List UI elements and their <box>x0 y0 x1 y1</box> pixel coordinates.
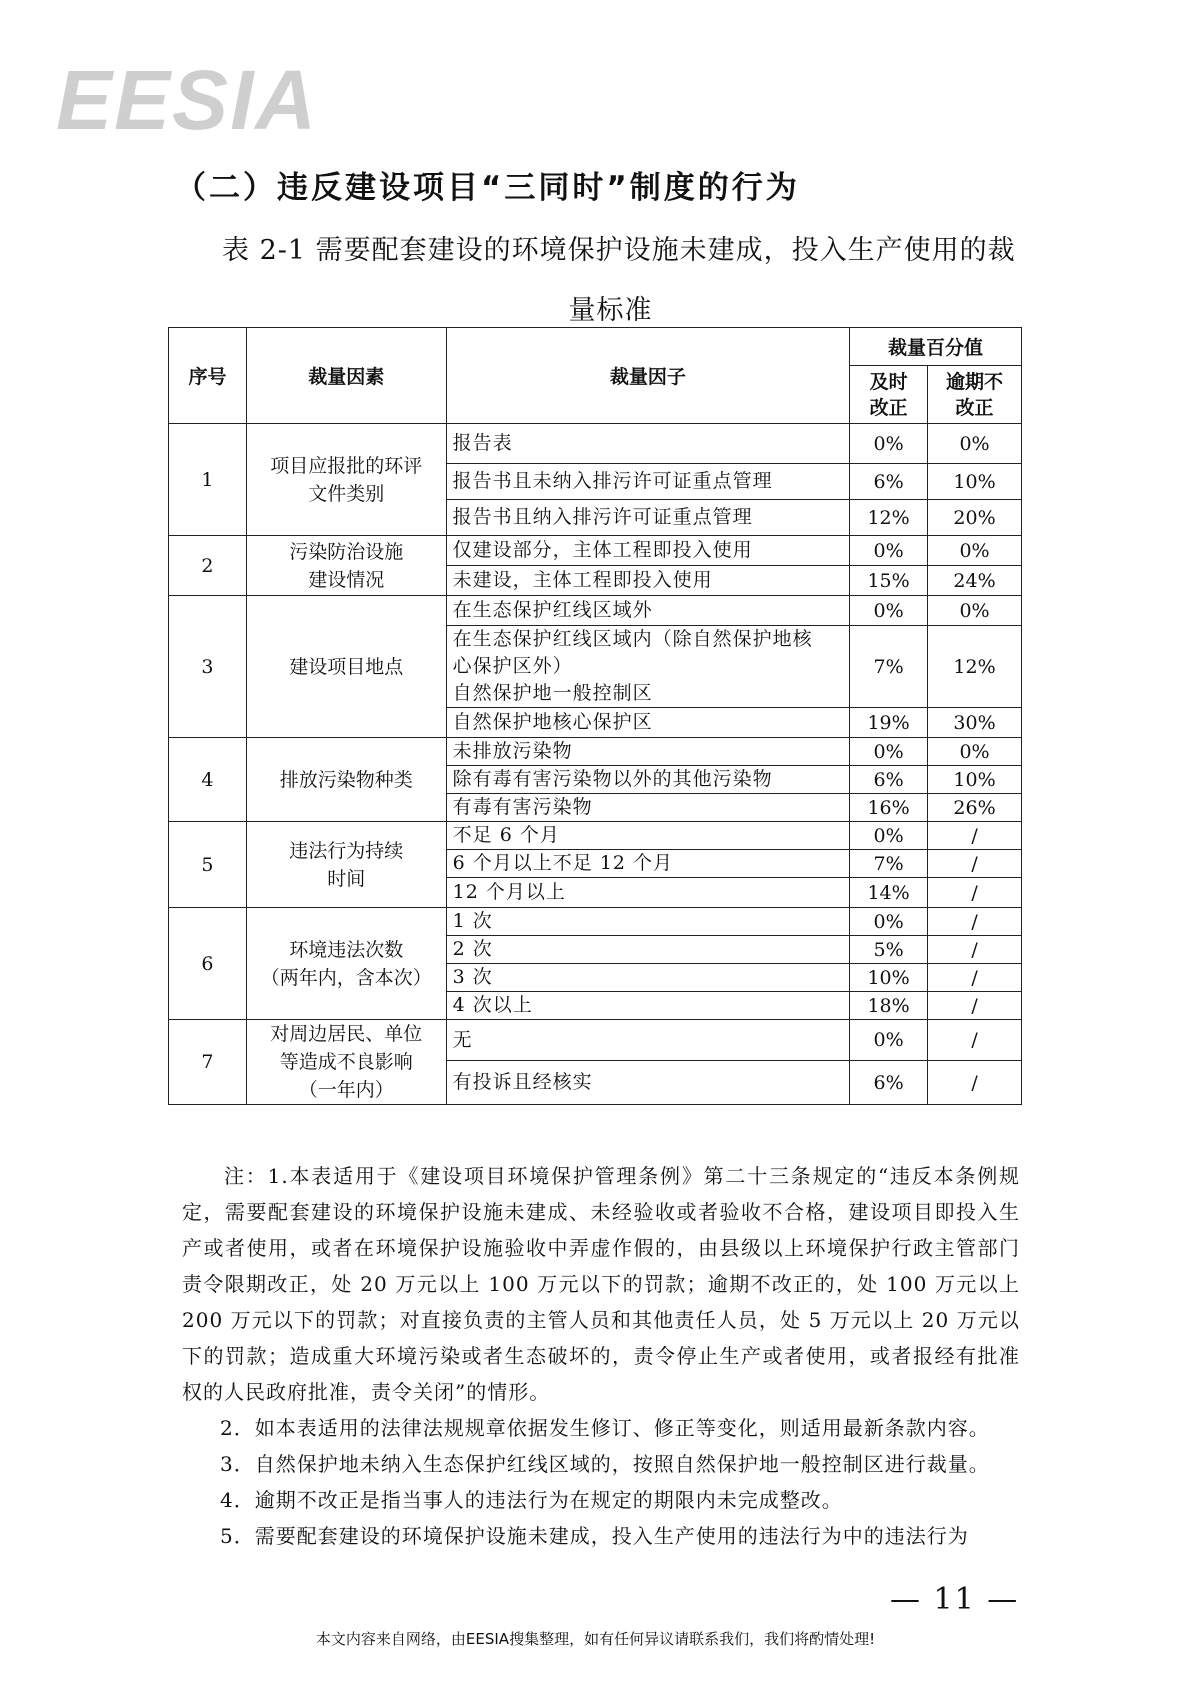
overdue-percent: / <box>928 964 1022 992</box>
sub-factor-cell <box>446 596 849 626</box>
header-overdue-line1: 逾期不 <box>946 370 1004 393</box>
row-number: 2 <box>169 536 247 596</box>
table-row <box>169 536 1022 566</box>
sub-factor-line: 1 次 <box>452 910 493 932</box>
sub-factor-line: 12 个月以上 <box>452 881 566 903</box>
overdue-percent: / <box>928 1020 1022 1061</box>
sub-factor-line: 报告表 <box>452 432 513 454</box>
footer-disclaimer: 本文内容来自网络，由EESIA搜集整理，如有任何异议请联系我们，我们将酌情处理! <box>315 1630 876 1648</box>
factor-cell <box>246 424 446 536</box>
timely-percent: 0% <box>850 596 928 626</box>
row-number: 6 <box>169 908 247 1020</box>
sub-factor-cell <box>446 738 849 766</box>
factor-line: 污染防治设施 <box>289 540 404 563</box>
sub-factor-line: 在生态保护红线区域内（除自然保护地核 <box>452 628 813 650</box>
row-number: 7 <box>169 1020 247 1105</box>
overdue-percent: 0% <box>928 596 1022 626</box>
timely-percent: 0% <box>850 908 928 936</box>
timely-percent: 10% <box>850 964 928 992</box>
timely-percent: 14% <box>850 878 928 908</box>
sub-factor-cell <box>446 766 849 794</box>
sub-factor-cell <box>446 878 849 908</box>
sub-factor-cell <box>446 992 849 1020</box>
sub-factor-cell <box>446 464 849 500</box>
sub-factor-line: 自然保护地核心保护区 <box>452 711 653 733</box>
timely-percent: 7% <box>850 850 928 878</box>
sub-factor-line: 报告书且未纳入排污许可证重点管理 <box>452 470 773 492</box>
sub-factor-line: 除有毒有害污染物以外的其他污染物 <box>452 768 773 790</box>
factor-cell <box>246 536 446 596</box>
sub-factor-cell <box>446 1020 849 1061</box>
header-factor: 裁量因素 <box>246 328 446 424</box>
timely-percent: 0% <box>850 822 928 850</box>
factor-line: 建设情况 <box>308 568 385 591</box>
note-4: 4．逾期不改正是指当事人的违法行为在规定的期限内未完成整改。 <box>220 1488 843 1512</box>
table-row <box>169 738 1022 766</box>
overdue-percent: 10% <box>928 464 1022 500</box>
notes <box>182 1158 1020 1554</box>
factor-cell <box>246 822 446 908</box>
row-number: 3 <box>169 596 247 738</box>
sub-factor-cell <box>446 424 849 464</box>
factor-cell <box>246 908 446 1020</box>
factor-cell <box>246 1020 446 1105</box>
sub-factor-line: 4 次以上 <box>452 994 533 1016</box>
header-overdue-line2: 改正 <box>955 396 994 419</box>
table-row <box>169 1020 1022 1061</box>
sub-factor-line: 6 个月以上不足 12 个月 <box>452 852 674 874</box>
note-2: 2．如本表适用的法律法规规章依据发生修订、修正等变化，则适用最新条款内容。 <box>220 1416 990 1440</box>
sub-factor-line: 2 次 <box>452 938 493 960</box>
table-body <box>169 424 1022 1105</box>
sub-factor-cell <box>446 1061 849 1105</box>
timely-percent: 7% <box>850 626 928 708</box>
overdue-percent: 0% <box>928 424 1022 464</box>
table-caption-line2: 量标准 <box>568 295 653 326</box>
timely-percent: 5% <box>850 936 928 964</box>
sub-factor-cell <box>446 908 849 936</box>
header-sub-factor: 裁量因子 <box>446 328 849 424</box>
sub-factor-cell <box>446 850 849 878</box>
sub-factor-line: 报告书且纳入排污许可证重点管理 <box>452 506 753 528</box>
sub-factor-cell <box>446 936 849 964</box>
factor-line: 排放污染物种类 <box>279 768 413 791</box>
factor-cell <box>246 738 446 822</box>
header-no: 序号 <box>169 328 247 424</box>
overdue-percent: 24% <box>928 566 1022 596</box>
row-number: 5 <box>169 822 247 908</box>
sub-factor-line: 心保护区外） <box>452 655 573 677</box>
factor-cell <box>246 596 446 738</box>
overdue-percent: / <box>928 936 1022 964</box>
sub-factor-line: 在生态保护红线区域外 <box>452 599 653 621</box>
note-5: 5．需要配套建设的环境保护设施未建成，投入生产使用的违法行为中的违法行为 <box>220 1524 969 1548</box>
factor-line: 违法行为持续 <box>289 839 404 862</box>
factor-line: 等造成不良影响 <box>279 1051 413 1073</box>
header-timely <box>850 366 928 424</box>
sub-factor-cell <box>446 794 849 822</box>
section-heading: （二）违反建设项目“三同时”制度的行为 <box>175 170 800 206</box>
table-row <box>169 822 1022 850</box>
header-percent: 裁量百分值 <box>850 328 1022 366</box>
timely-percent: 0% <box>850 738 928 766</box>
timely-percent: 6% <box>850 766 928 794</box>
penalty-table <box>168 327 1022 1105</box>
timely-percent: 0% <box>850 424 928 464</box>
overdue-percent: / <box>928 908 1022 936</box>
sub-factor-cell <box>446 536 849 566</box>
sub-factor-line: 自然保护地一般控制区 <box>452 682 653 704</box>
overdue-percent: 10% <box>928 766 1022 794</box>
row-number: 1 <box>169 424 247 536</box>
factor-line: 环境违法次数 <box>289 938 404 961</box>
table-header <box>169 328 1022 424</box>
sub-factor-cell <box>446 964 849 992</box>
timely-percent: 0% <box>850 1020 928 1061</box>
overdue-percent: / <box>928 878 1022 908</box>
factor-line: 项目应报批的环评 <box>270 454 423 477</box>
sub-factor-line: 无 <box>452 1028 473 1051</box>
factor-line: （两年内，含本次） <box>260 966 432 989</box>
sub-factor-line: 仅建设部分，主体工程即投入使用 <box>452 539 753 561</box>
page-number: — 11 — <box>890 1582 1020 1617</box>
factor-line: 建设项目地点 <box>289 655 404 678</box>
overdue-percent: 12% <box>928 626 1022 708</box>
row-number: 4 <box>169 738 247 822</box>
factor-line: 文件类别 <box>308 482 385 505</box>
timely-percent: 6% <box>850 1061 928 1105</box>
overdue-percent: / <box>928 822 1022 850</box>
factor-line: （一年内） <box>298 1079 394 1101</box>
overdue-percent: 20% <box>928 500 1022 536</box>
timely-percent: 15% <box>850 566 928 596</box>
overdue-percent: 0% <box>928 536 1022 566</box>
sub-factor-line: 有投诉且经核实 <box>452 1071 593 1094</box>
eesia-logo: EESIA <box>56 53 319 147</box>
overdue-percent: / <box>928 992 1022 1020</box>
overdue-percent: / <box>928 1061 1022 1105</box>
table-row <box>169 908 1022 936</box>
timely-percent: 18% <box>850 992 928 1020</box>
timely-percent: 16% <box>850 794 928 822</box>
timely-percent: 19% <box>850 708 928 738</box>
note-1: 注：1.本表适用于《建设项目环境保护管理条例》第二十三条规定的“违反本条例规定，需要配套建设的环境保护设施未建成、未经验收或者验收不合格，建设项目即投入生产或者使用，或者在环境保护设施验收中弄虚作假的，由县级以上环境保护行政主管部门责令限期改正，处 20 万元以上 100 万元以下的罚款；逾期不改正的，处 100 万元以上 200 万元以下的罚款；对直接负责的主管人员和其他责任人员，处 5 万元以上 20 万元以下的罚款；造成重大环境污染或者生态破坏的，责令停止生产或者使用，或者报经有批准权的人民政府批准，责令关闭”的情形。 <box>182 1164 1020 1404</box>
sub-factor-cell <box>446 708 849 738</box>
header-timely-line2: 改正 <box>869 396 908 419</box>
sub-factor-line: 有毒有害污染物 <box>452 796 593 818</box>
table-caption-line1: 表 2-1 需要配套建设的环境保护设施未建成，投入生产使用的裁 <box>222 235 1016 266</box>
header-timely-line1: 及时 <box>869 370 908 393</box>
sub-factor-line: 未建设，主体工程即投入使用 <box>452 569 713 591</box>
note-3: 3．自然保护地未纳入生态保护红线区域的，按照自然保护地一般控制区进行裁量。 <box>220 1452 990 1476</box>
sub-factor-line: 3 次 <box>452 966 493 988</box>
factor-line: 对周边居民、单位 <box>270 1023 423 1045</box>
factor-line: 时间 <box>327 867 366 890</box>
overdue-percent: 26% <box>928 794 1022 822</box>
overdue-percent: 0% <box>928 738 1022 766</box>
overdue-percent: 30% <box>928 708 1022 738</box>
sub-factor-line: 未排放污染物 <box>452 740 573 762</box>
sub-factor-line: 不足 6 个月 <box>452 824 560 846</box>
timely-percent: 0% <box>850 536 928 566</box>
sub-factor-cell <box>446 822 849 850</box>
table-row <box>169 424 1022 464</box>
sub-factor-cell <box>446 566 849 596</box>
overdue-percent: / <box>928 850 1022 878</box>
timely-percent: 6% <box>850 464 928 500</box>
sub-factor-cell <box>446 626 849 708</box>
table-row <box>169 596 1022 626</box>
sub-factor-cell <box>446 500 849 536</box>
header-overdue <box>928 366 1022 424</box>
timely-percent: 12% <box>850 500 928 536</box>
